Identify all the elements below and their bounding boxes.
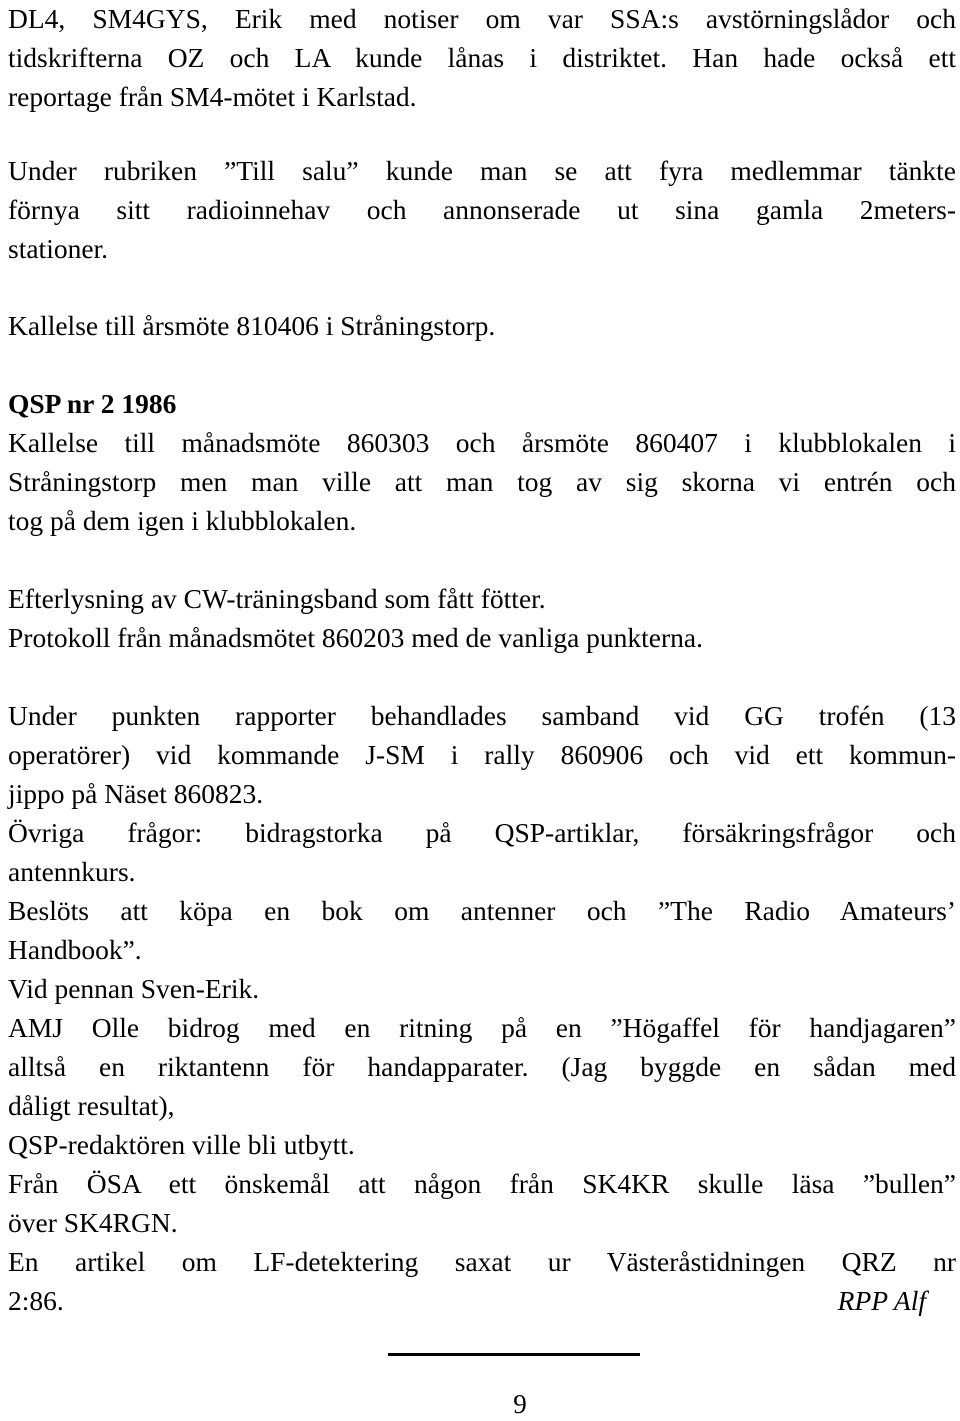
text-line: alltså en riktantenn för handapparater. (Jag byggde en sådan med	[8, 1051, 956, 1082]
signature: RPP Alf	[837, 1285, 926, 1316]
text-line: Protokoll från månadsmötet 860203 med de vanliga punkterna.	[8, 622, 703, 653]
text-line: 2:86.	[8, 1285, 64, 1316]
paragraph-4	[8, 423, 956, 540]
text-line: tog på dem igen i klubblokalen.	[8, 505, 357, 536]
text-line: Efterlysning av CW-träningsband som fått fötter.	[8, 583, 546, 614]
text-line: Kallelse till månadsmöte 860303 och årsmöte 860407 i klubblokalen i	[8, 427, 956, 458]
text-line: AMJ Olle bidrog med en ritning på en ”Högaffel för handjagaren”	[8, 1012, 956, 1043]
text-line: Vid pennan Sven-Erik.	[8, 973, 260, 1004]
text-line: Under rubriken ”Till salu” kunde man se att fyra medlemmar tänkte	[8, 155, 956, 186]
text-line: dåligt resultat),	[8, 1090, 175, 1121]
paragraph-1	[8, 0, 956, 116]
text-line: Stråningstorp men man ville att man tog av sig skorna vi entrén och	[8, 466, 956, 497]
text-line: antennkurs.	[8, 856, 136, 887]
text-line: Kallelse till årsmöte 810406 i Stråningstorp.	[8, 310, 496, 341]
text-line: En artikel om LF-detektering saxat ur Västeråstidningen QRZ nr	[8, 1246, 956, 1277]
text-line: förnya sitt radioinnehav och annonserade ut sina gamla 2meters-	[8, 194, 956, 225]
text-line: stationer.	[8, 233, 109, 264]
heading-text: QSP nr 2 1986	[8, 388, 177, 419]
text-line-with-signature	[8, 1281, 956, 1320]
text-line: jippo på Näset 860823.	[8, 778, 264, 809]
text-line: Under punkten rapporter behandlades samband vid GG trofén (13	[8, 700, 956, 731]
section-heading	[8, 384, 956, 423]
text-line: DL4, SM4GYS, Erik med notiser om var SSA:s avstörningslådor och	[8, 3, 956, 34]
paragraph-6	[8, 696, 956, 1320]
text-line: Handbook”.	[8, 934, 142, 965]
text-line: Beslöts att köpa en bok om antenner och ”The Radio Amateurs’	[8, 895, 956, 926]
text-line: Från ÖSA ett önskemål att någon från SK4KR skulle läsa ”bullen”	[8, 1168, 956, 1199]
page-number: 9	[513, 1389, 527, 1419]
text-line: Övriga frågor: bidragstorka på QSP-artiklar, försäkringsfrågor och	[8, 817, 956, 848]
text-line: över SK4RGN.	[8, 1207, 178, 1238]
text-line: operatörer) vid kommande J-SM i rally 860906 och vid ett kommun-	[8, 739, 956, 770]
text-line: reportage från SM4-mötet i Karlstad.	[8, 81, 417, 112]
text-line: QSP-redaktören ville bli utbytt.	[8, 1129, 355, 1160]
paragraph-2	[8, 151, 956, 268]
paragraph-5	[8, 579, 956, 657]
text-line: tidskrifterna OZ och LA kunde lånas i distriktet. Han hade också ett	[8, 42, 956, 73]
paragraph-3	[8, 306, 956, 345]
footer-rule	[388, 1353, 640, 1356]
